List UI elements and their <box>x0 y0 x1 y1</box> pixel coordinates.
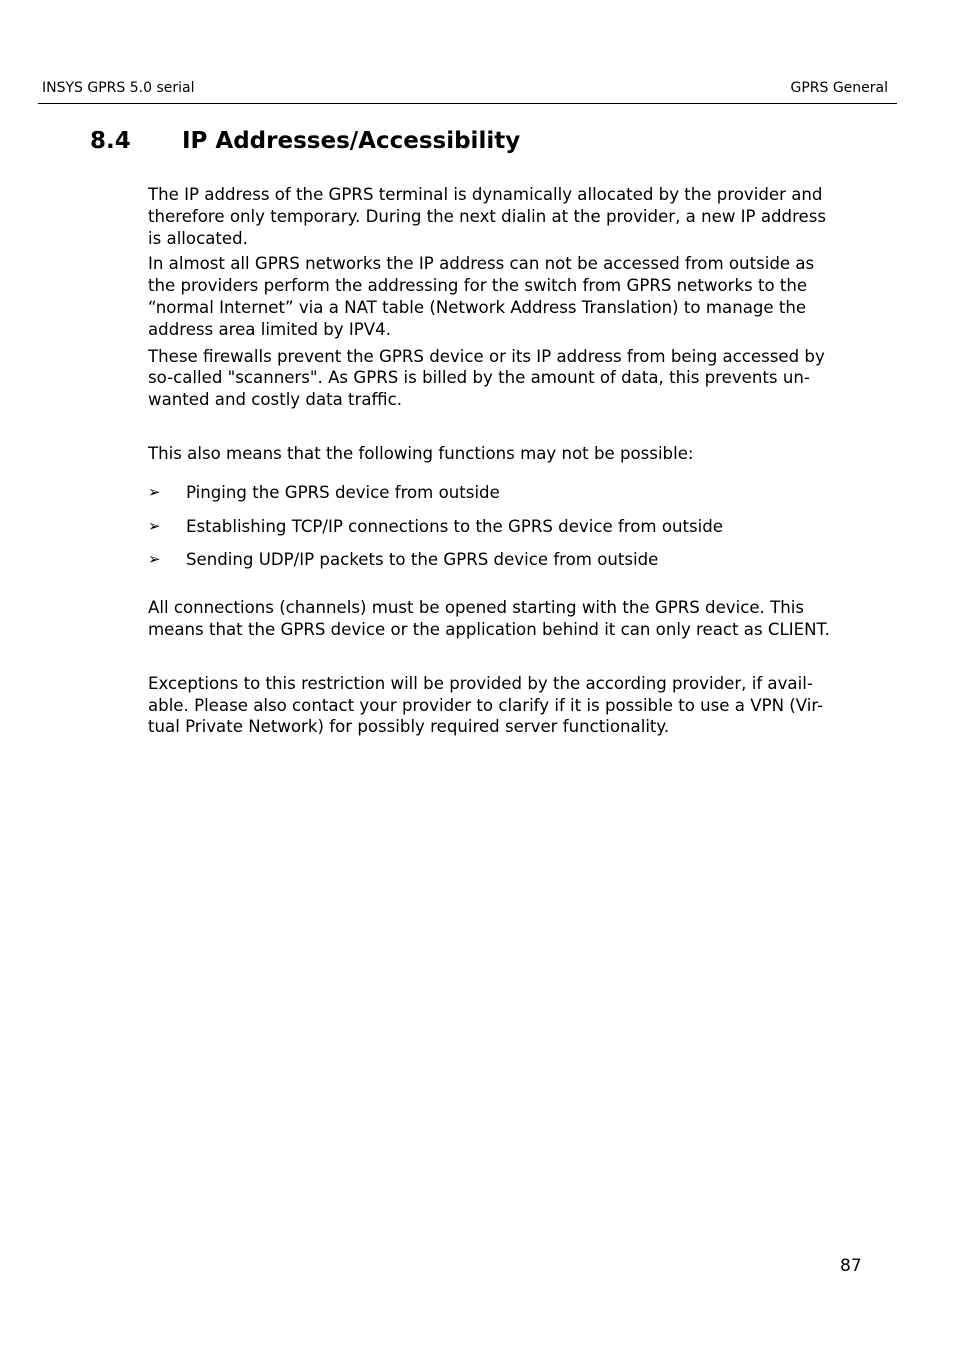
list-item <box>148 482 838 504</box>
arrowhead-bullet-icon: ➢ <box>148 516 161 535</box>
list-item-text: Pinging the GPRS device from outside <box>186 482 500 502</box>
list-item-text: Sending UDP/IP packets to the GPRS device from outside <box>186 550 659 570</box>
section-title: IP Addresses/Accessibility <box>182 128 521 154</box>
bullet-list <box>148 482 838 571</box>
arrowhead-bullet-icon: ➢ <box>148 550 161 569</box>
list-item-text: Establishing TCP/IP connections to the GPRS device from outside <box>186 516 724 536</box>
header-divider <box>38 103 897 104</box>
section-heading <box>90 125 520 157</box>
section-number: 8.4 <box>90 128 131 154</box>
paragraph-ip-dynamic: The IP address of the GPRS terminal is dynamically allocated by the provider and therefore only temporary. During the next dialin at the provider, a new IP address is allocated. <box>148 185 827 248</box>
paragraph-functions-intro: This also means that the following functions may not be possible: <box>148 443 694 463</box>
paragraph-exceptions: Exceptions to this restriction will be provided by the according provider, if avail-able. Please also contact your provider to clarify if it is possible to use a VPN (Vir-tual Private Network) for possibly required server functionality. <box>148 673 824 737</box>
header-chapter-title: GPRS General <box>790 80 888 96</box>
paragraph-client: All connections (channels) must be opened starting with the GPRS device. This means that the GPRS device or the application behind it can only react as CLIENT. <box>148 598 830 639</box>
list-item <box>148 516 838 538</box>
paragraph-firewalls: These firewalls prevent the GPRS device or its IP address from being accessed by so-called "scanners". As GPRS is billed by the amount of data, this prevents un-wanted and costly data traffic. <box>148 346 825 410</box>
list-item <box>148 549 838 571</box>
page-number: 87 <box>840 1256 862 1276</box>
arrowhead-bullet-icon: ➢ <box>148 482 161 501</box>
header-document-title: INSYS GPRS 5.0 serial <box>42 80 195 96</box>
paragraph-nat: In almost all GPRS networks the IP address can not be accessed from outside as the providers perform the addressing for the switch from GPRS networks to the “normal Internet” via a NAT table (Network Address Translation) to manage the address area limited by IPV4. <box>148 254 815 339</box>
section-body <box>148 184 838 738</box>
